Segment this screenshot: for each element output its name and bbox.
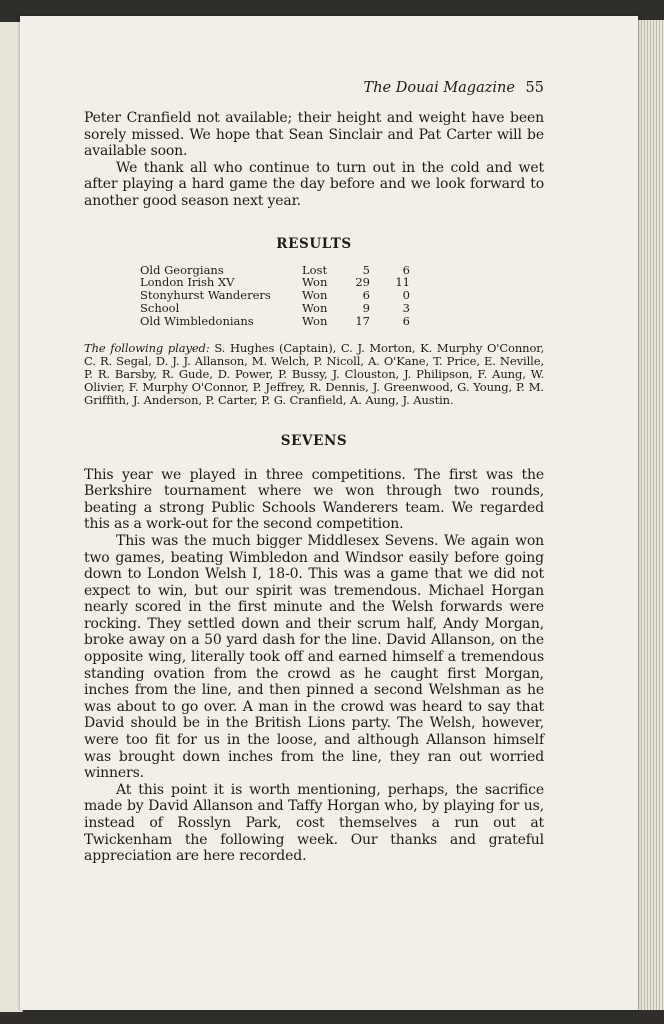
magazine-title: The Douai Magazine <box>363 80 515 96</box>
opponent-name: Old Georgians <box>140 262 224 277</box>
page-content <box>84 80 544 865</box>
players-label: The following played: <box>84 340 210 355</box>
opponent-name: School <box>140 300 180 315</box>
players-names: S. Hughes (Captain), C. J. Morton, K. Murphy O'Connor, C. R. Segal, D. J. J. Allanson, M. Welch, P. Nicoll, A. O'Kane, T. Price, E. Neville, P. R. Barsby, R. Gude, D. Power, P. Bussy, J. Clouston, J. Philipson, F. Aung, W. Olivier, F. Murphy O'Connor, P. Jeffrey, R. Dennis, J. Greenwood, G. Young, P. M. Griffith, J. Anderson, P. Carter, P. G. Cranfield, A. Aung, J. Austin. <box>84 340 544 407</box>
points-for: 5 <box>362 262 370 277</box>
opening-paragraph-2: We thank all who continue to turn out in the cold and wet after playing a hard game the day before and we look forward to another good season next year. <box>84 159 544 209</box>
opening-paragraph-1: Peter Cranfield not available; their height and weight have been sorely missed. We hope that Sean Sinclair and Pat Carter will be available soon. <box>84 110 544 160</box>
opponent-name: Old Wimbledonians <box>140 313 254 328</box>
running-header <box>84 80 544 96</box>
sevens-heading: SEVENS <box>280 432 348 449</box>
sevens-paragraph-2: This was the much bigger Middlesex Sevens. We again won two games, beating Wimbledon and Windsor easily before going down to London Welsh I, 18-0. This was a game that we did not expect to win, but our spirit was tremendous. Michael Horgan nearly scored in the first minute and the Welsh forwards were rocking. They settled down and their scrum half, Andy Morgan, broke away on a 50 yard dash for the line. David Allanson, on the opposite wing, literally took off and earned himself a tremendous standing ovation from the crowd as he caught first Morgan, inches from the line, and then pinned a second Welshman as he was about to go over. A man in the crowd was heard to say that David should be in the British Lions party. The Welsh, however, were too fit for us in the loose, and although Allanson himself was brought down inches from the line, they ran out worried winners. <box>84 532 544 782</box>
match-result: Won <box>302 313 328 328</box>
points-against: 11 <box>395 275 410 290</box>
match-result: Won <box>302 275 328 290</box>
table-row <box>140 315 410 328</box>
opponent-name: Stonyhurst Wanderers <box>140 288 271 303</box>
players-list <box>84 342 544 407</box>
match-result: Won <box>302 300 328 315</box>
magazine-page <box>20 16 638 1010</box>
points-against: 6 <box>402 313 410 328</box>
results-table <box>140 264 410 328</box>
opponent-name: London Irish XV <box>140 275 235 290</box>
match-result: Lost <box>302 262 328 277</box>
book-page-edges <box>636 20 664 1010</box>
points-against: 0 <box>402 288 410 303</box>
points-for: 6 <box>362 288 370 303</box>
page-number: 55 <box>525 80 544 96</box>
sevens-paragraph-3: At this point it is worth mentioning, perhaps, the sacrifice made by David Allanson and Taffy Horgan who, by playing for us, instead of Rosslyn Park, cost themselves a run out at Twickenham the following week. Our thanks and grateful appreciation are here recorded. <box>84 781 544 865</box>
table-row <box>140 302 410 315</box>
points-for: 29 <box>355 275 370 290</box>
points-against: 6 <box>402 262 410 277</box>
points-for: 9 <box>362 300 370 315</box>
points-for: 17 <box>355 313 370 328</box>
match-result: Won <box>302 288 328 303</box>
results-heading: RESULTS <box>276 235 352 252</box>
points-against: 3 <box>402 300 410 315</box>
sevens-paragraph-1: This year we played in three competitions. The first was the Berkshire tournament where we won through two rounds, beating a strong Public Schools Wanderers team. We regarded this as a work-out for the second competition. <box>84 466 544 533</box>
